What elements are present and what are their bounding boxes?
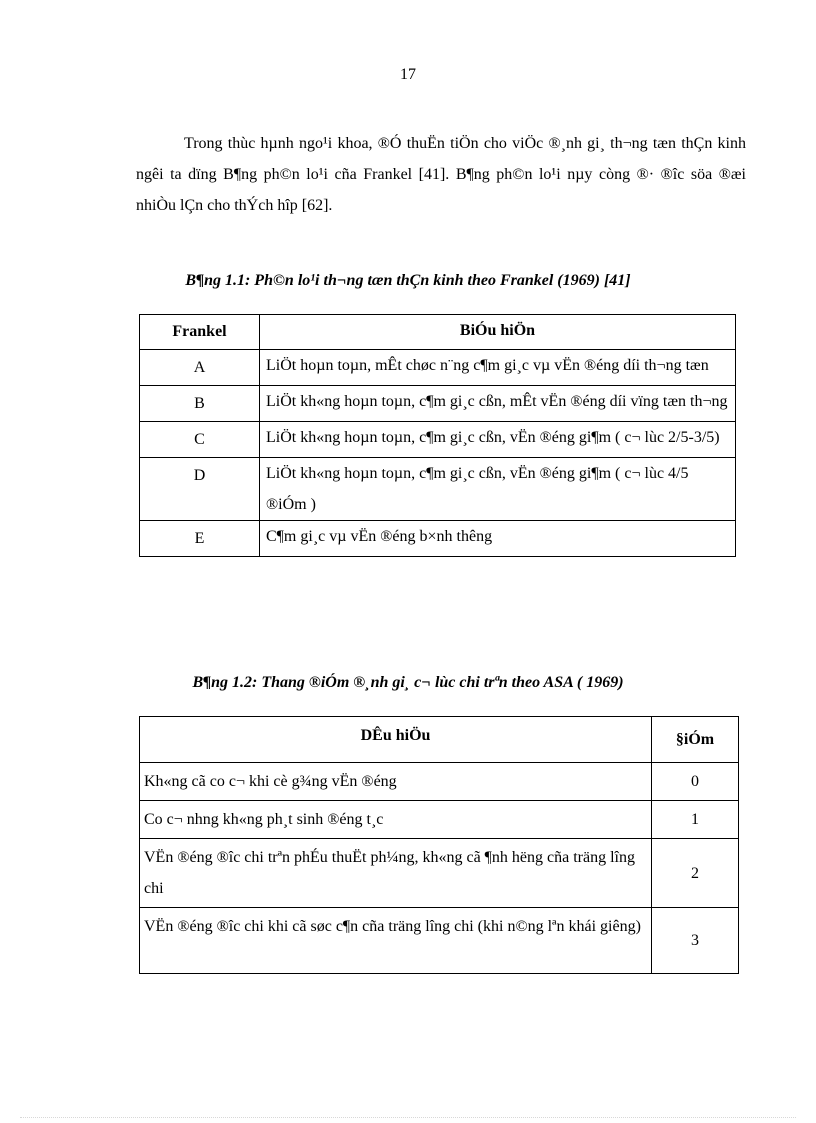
sign-cell: VËn ®éng ®îc chi trªn phÉu thuËt ph¼ng, kh«ng cã ¶nh hëng cña träng lîng chi — [140, 839, 652, 908]
sign-cell: VËn ®éng ®îc chi khi cã søc c¶n cña träng lîng chi (khi n©ng lªn khái giêng) — [140, 908, 652, 974]
frankel-table — [139, 314, 736, 557]
score-cell: 3 — [652, 908, 739, 974]
sign-cell: Co c¬ nhng kh«ng ph¸t sinh ®éng t¸c — [140, 801, 652, 839]
description-header: BiÓu hiÖn — [260, 315, 736, 350]
table-row — [140, 801, 739, 839]
intro-paragraph: Trong thùc hµnh ngo¹i khoa, ®Ó thuËn tiÖn cho viÖc ®¸nh gi¸ th¬ng tæn thÇn kinh ngêi ta dïng B¶ng ph©n lo¹i cña Frankel [41]. B¶ng ph©n lo¹i nµy còng ®· ®îc söa ®æi nhiÒu lÇn cho thÝch hîp [62]. — [136, 135, 746, 214]
table-row — [140, 839, 739, 908]
table-row — [140, 763, 739, 801]
grade-cell: A — [140, 350, 260, 386]
table-row — [140, 350, 736, 386]
description-cell: LiÖt hoµn toµn, mÊt chøc n¨ng c¶m gi¸c vµ vËn ®éng díi th¬ng tæn — [260, 350, 736, 386]
description-cell: C¶m gi¸c vµ vËn ®éng b×nh thêng — [260, 521, 736, 557]
table-header-row — [140, 315, 736, 350]
score-cell: 2 — [652, 839, 739, 908]
score-cell: 0 — [652, 763, 739, 801]
table1-caption: B¶ng 1.1: Ph©n lo¹i th¬ng tæn thÇn kinh theo Frankel (1969) [41] — [185, 272, 631, 289]
table2-caption: B¶ng 1.2: Thang ®iÓm ®¸nh gi¸ c¬ lùc chi trªn theo ASA ( 1969) — [192, 674, 624, 691]
table-header-row — [140, 717, 739, 763]
sign-cell: Kh«ng cã co c¬ khi cè g¾ng vËn ®éng — [140, 763, 652, 801]
description-cell: LiÖt kh«ng hoµn toµn, c¶m gi¸c cßn, vËn ®éng gi¶m ( c¬ lùc 2/5-3/5) — [260, 422, 736, 458]
grade-cell: C — [140, 422, 260, 458]
asa-table — [139, 716, 739, 974]
description-cell: LiÖt kh«ng hoµn toµn, c¶m gi¸c cßn, vËn ®éng gi¶m ( c¬ lùc 4/5 ®iÓm ) — [260, 458, 736, 521]
grade-cell: D — [140, 458, 260, 521]
score-cell: 1 — [652, 801, 739, 839]
page-bottom-divider — [20, 1117, 796, 1118]
table-row — [140, 458, 736, 521]
table-row — [140, 386, 736, 422]
table-row — [140, 908, 739, 974]
page-number: 17 — [400, 66, 416, 83]
score-header: §iÓm — [652, 717, 739, 763]
grade-cell: E — [140, 521, 260, 557]
table-row — [140, 422, 736, 458]
table-row — [140, 521, 736, 557]
frankel-header: Frankel — [140, 315, 260, 350]
grade-cell: B — [140, 386, 260, 422]
sign-header: DÊu hiÖu — [140, 717, 652, 763]
description-cell: LiÖt kh«ng hoµn toµn, c¶m gi¸c cßn, mÊt vËn ®éng díi vïng tæn th¬ng — [260, 386, 736, 422]
